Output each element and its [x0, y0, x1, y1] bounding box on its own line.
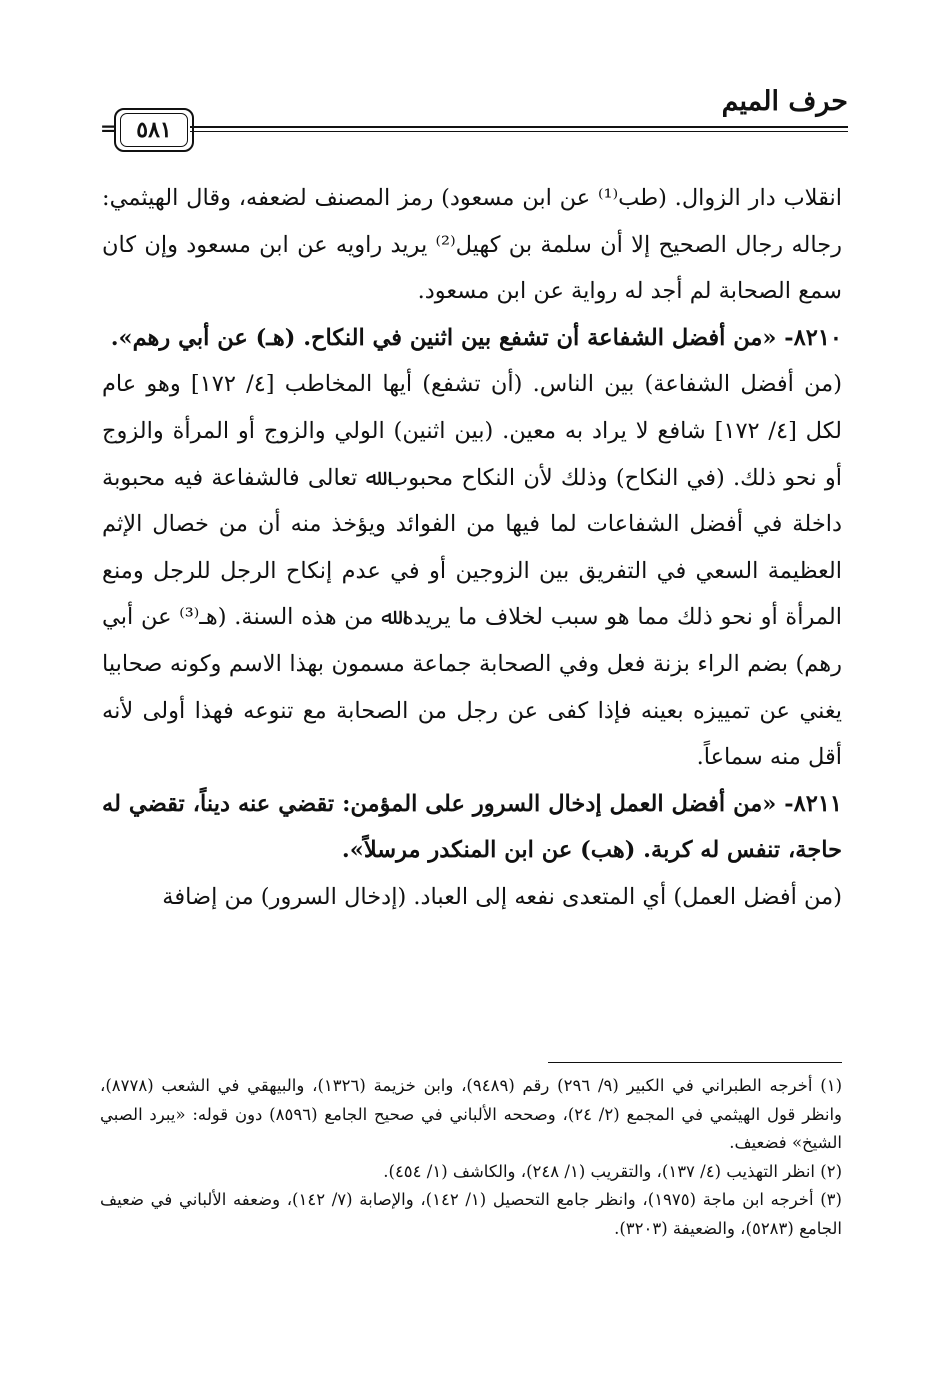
footnote-2: (٢) انظر التهذيب (٤/ ١٣٧)، والتقريب (١/ ٢٤٨)، والكاشف (١/ ٤٥٤). — [383, 1161, 842, 1181]
footnote-1: (١) أخرجه الطبراني في الكبير (٩/ ٢٩٦) رقم (٩٤٨٩)، وابن خزيمة (١٣٢٦)، والبيهقي في الشعب (٨٧٧٨)، وانظر قول الهيثمي في المجمع (٢/ ٢٤)، وصححه الألباني في صحيح الجامع (٨٥٩٦) دون قوله: «يبرد الصبي الشيخ» فضعيف. — [100, 1076, 842, 1152]
header-ornament: = — [100, 116, 117, 140]
paragraph-commentary-3: (من أفضل العمل) أي المتعدى نفعه إلى العباد. (إدخال السرور) من إضافة — [162, 883, 842, 910]
footnote-separator — [548, 1062, 842, 1063]
main-text — [102, 175, 842, 921]
page-header — [100, 78, 848, 158]
footnotes — [100, 1072, 842, 1243]
footnote-3: (٣) أخرجه ابن ماجة (١٩٧٥)، وانظر جامع التحصيل (١/ ١٤٢)، والإصابة (٧/ ١٤٢)، وضعفه الألباني في ضعيف الجامع (٥٢٨٣)، والضعيفة (٣٢٠٣). — [100, 1190, 842, 1238]
chapter-title: حرف الميم — [721, 86, 848, 117]
hadith-8211: ٨٢١١- «من أفضل العمل إدخال السرور على المؤمن: تقضي عنه ديناً، تقضي له حاجة، تنفس له كربة. (هب) عن ابن المنكدر مرسلاً». — [102, 790, 842, 864]
hadith-8210: ٨٢١٠- «من أفضل الشفاعة أن تشفع بين اثنين في النكاح. (هـ) عن أبي رهم». — [110, 324, 842, 351]
header-rule-thin — [190, 131, 848, 132]
page-number-frame — [114, 108, 194, 152]
page-number: ٥٨١ — [120, 113, 188, 147]
paragraph-commentary-2: (من أفضل الشفاعة) بين الناس. (أن تشفع) أيها المخاطب [٤/ ١٧٢] وهو عام لكل [٤/ ١٧٢] شافع لا يراد به معين. (بين اثنين) الولي والزوج أو المرأة والزوج أو نحو ذلك. (في النكاح) وذلك لأن النكاح محبوب ﷲ تعالى فالشفاعة فيه محبوبة داخلة في أفضل الشفاعات لما فيها من الفوائد ويؤخذ منه أن من خصال الإثم العظيمة السعي في التفريق بين الزوجين أو في عدم إنكاح الرجل للرجل ومنع المرأة أو نحو ذلك مما هو سبب لخلاف ما يريده ﷲ من هذه السنة. (هـ⁽³⁾ عن أبي رهم) بضم الراء بزنة فعل وفي الصحابة جماعة مسمون بهذا الاسم وكونه صحابيا يغني عن تمييزه بعينه فإذا كفى عن رجل من الصحابة مع تنوعه فهذا أولى لأنه أقل منه سماعاً. — [102, 371, 843, 771]
paragraph-commentary-1: انقلاب دار الزوال. (طب⁽¹⁾ عن ابن مسعود) رمز المصنف لضعفه، وقال الهيثمي: رجاله رجال الصحيح إلا أن سلمة بن كهيل⁽²⁾ يريد راويه عن ابن مسعود وإن كان سمع الصحابة لم أجد له رواية عن ابن مسعود. — [102, 185, 842, 305]
header-rule — [190, 126, 848, 128]
